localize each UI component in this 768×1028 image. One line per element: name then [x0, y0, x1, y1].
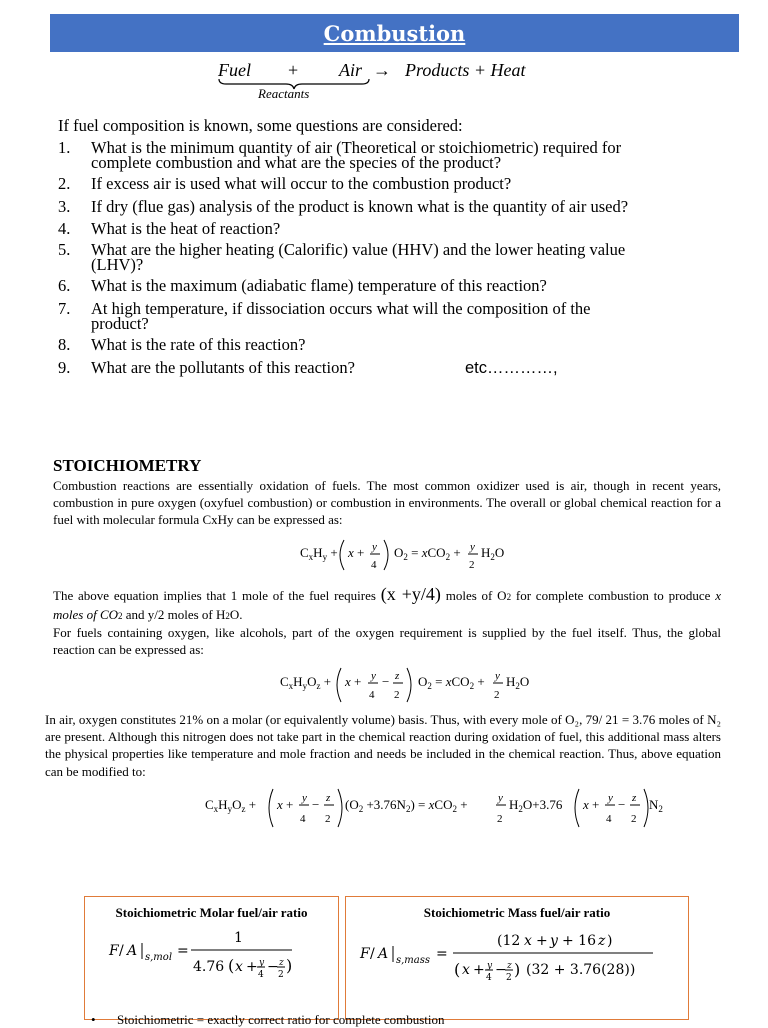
svg-text:−: − — [618, 797, 626, 812]
svg-text:2: 2 — [278, 970, 284, 980]
svg-text:+: + — [246, 959, 258, 975]
paragraph-2: The above equation implies that 1 mole of the fuel requires (x +y/4) moles of O2 for complete combustion to produce x moles of CO2 and y/2 moles of H2O. — [53, 584, 722, 622]
svg-text:y: y — [495, 670, 500, 682]
svg-text:(: ( — [454, 960, 461, 979]
svg-text:y: y — [608, 792, 613, 804]
svg-text:): ) — [514, 960, 521, 979]
paragraph-1: Combustion reactions are essentially oxidation of fuels. The most common oxidizer used is air, though in recent years, combustion in pure oxygen (oxyfuel combustion) or combustion in environments. The overall or global chemical reaction for a fuel with molecular formula CxHy can be expressed as: — [53, 478, 721, 528]
mass-ratio-box — [345, 896, 689, 1020]
svg-text:x: x — [462, 962, 470, 978]
svg-text:4.76: 4.76 — [193, 959, 225, 975]
svg-text:x: x — [583, 797, 589, 812]
svg-text:H2O: $H_2O$ — [506, 674, 530, 691]
svg-text:y: y — [550, 933, 558, 949]
svg-text:x: x — [345, 674, 351, 689]
svg-text:z: z — [279, 958, 284, 968]
svg-text:x: x — [348, 545, 354, 560]
svg-text:2: 2 — [469, 559, 475, 571]
eq-air: Air — [339, 60, 363, 80]
equation-with-nitrogen — [203, 787, 673, 829]
svg-text:z: z — [507, 961, 512, 971]
svg-text:y: y — [372, 541, 377, 553]
svg-text:4: 4 — [369, 689, 375, 701]
svg-text:F: F — [109, 943, 119, 959]
paragraph-3: For fuels containing oxygen, like alcohols, part of the oxygen requirement is supplied by the fuel itself. Thus, the global reaction can be expressed as: — [53, 625, 721, 658]
svg-text:y: y — [470, 541, 475, 553]
svg-text:/: / — [119, 943, 124, 959]
eq-arrow: → — [373, 60, 391, 80]
svg-text:y: y — [302, 792, 307, 804]
svg-text:y: y — [259, 958, 265, 968]
svg-text:x: x — [277, 797, 283, 812]
svg-text:=: = — [177, 943, 189, 959]
svg-text:+: + — [536, 933, 548, 949]
svg-text:+: + — [357, 545, 365, 560]
svg-text:s,mass: s,mass — [396, 955, 431, 966]
page-title: Combustion — [323, 20, 466, 46]
svg-text:4: 4 — [371, 559, 377, 571]
svg-text:CxHyOz +: $C_xH_yO_z$ + — [280, 674, 332, 691]
equation-cxhy — [296, 538, 526, 574]
svg-text:+: + — [592, 797, 600, 812]
svg-text:2: 2 — [631, 813, 637, 825]
svg-text:/: / — [370, 946, 375, 962]
svg-text:(32 + 3.76(28)): (32 + 3.76(28)) — [526, 962, 636, 978]
etc-text: etc…………, — [465, 359, 558, 377]
svg-text:H2O+3.76: $H_2O+3.76$ — [509, 797, 563, 814]
mass-ratio-formula — [358, 927, 683, 987]
svg-text:F: F — [360, 946, 370, 962]
svg-text:N2: $N_2$ — [649, 797, 663, 814]
svg-text:4: 4 — [486, 973, 492, 983]
svg-text:2: 2 — [394, 689, 400, 701]
svg-text:O2 = xCO2 +: $O_2 = xCO_2$ + — [418, 674, 485, 691]
svg-text:(O2 +3.76N2) = xCO2 +: $(O_2 +3.76N_2) = xCO_2$ + — [345, 797, 468, 814]
molar-ratio-box — [84, 896, 339, 1020]
svg-text:z: z — [326, 792, 331, 804]
reaction-overview-equation — [0, 60, 768, 104]
svg-text:z: z — [395, 670, 400, 682]
svg-text:2: 2 — [497, 813, 503, 825]
svg-text:x: x — [235, 959, 243, 975]
title-banner — [50, 14, 739, 52]
svg-text:z: z — [598, 933, 606, 949]
svg-text:+ 16: + 16 — [562, 933, 596, 949]
svg-text:2: 2 — [494, 689, 500, 701]
svg-text:CxHyOz +: $C_xH_yO_z$ + — [205, 797, 257, 814]
svg-text:H2O: $H_2O$ — [481, 545, 505, 562]
svg-text:(12: (12 — [497, 933, 521, 949]
svg-text:+: + — [354, 674, 362, 689]
svg-text:−: − — [312, 797, 320, 812]
svg-text:4: 4 — [606, 813, 612, 825]
svg-text:y: y — [371, 670, 376, 682]
svg-text:x: x — [524, 933, 532, 949]
svg-text:4: 4 — [300, 813, 306, 825]
svg-text:A: A — [127, 943, 138, 959]
molar-ratio-formula — [107, 925, 322, 985]
svg-text:+: + — [473, 962, 485, 978]
svg-text:2: 2 — [325, 813, 331, 825]
svg-text:1: 1 — [234, 930, 243, 946]
reactants-label: Reactants — [258, 86, 310, 101]
svg-text:CxHy +: $C_xH_y$ + — [300, 545, 338, 562]
svg-text:+: + — [286, 797, 294, 812]
svg-text:−: − — [267, 959, 279, 975]
svg-text:y: y — [487, 961, 493, 971]
svg-text:A: A — [378, 946, 389, 962]
svg-text:O2 = xCO2 +: $O_2 = xCO_2$ + — [394, 545, 461, 562]
eq-products: Products + Heat — [405, 60, 526, 80]
eq-plus: + — [288, 60, 299, 80]
mass-ratio-title: Stoichiometric Mass fuel/air ratio — [423, 905, 611, 920]
eq-fuel: Fuel — [218, 60, 251, 80]
bullet-note: • Stoichiometric = exactly correct ratio for complete combustion — [91, 1012, 445, 1027]
paragraph-4: In air, oxygen constitutes 21% on a molar (or equivalently volume) basis. Thus, with every mole of O₂, 79/ 21 = 3.76 moles of N₂ are present. Although this nitrogen does not take part in the chemical reaction during oxidation of fuel, this additional mass alters the physical properties like temperature and mole fraction and needs be included in the chemical reaction. Thus, above equation can be modified to: — [45, 712, 721, 779]
molar-ratio-title: Stoichiometric Molar fuel/air ratio — [115, 905, 308, 920]
svg-text:z: z — [632, 792, 637, 804]
intro-text: If fuel composition is known, some questions are considered: — [58, 116, 463, 135]
svg-text:): ) — [607, 933, 613, 949]
svg-text:=: = — [436, 946, 448, 962]
svg-text:−: − — [495, 962, 507, 978]
svg-text:): ) — [286, 956, 293, 975]
svg-text:2: 2 — [506, 973, 512, 983]
svg-text:y: y — [498, 792, 503, 804]
svg-text:4: 4 — [258, 970, 264, 980]
svg-text:s,mol: s,mol — [145, 952, 173, 963]
svg-text:(: ( — [228, 956, 235, 975]
section-heading: STOICHIOMETRY — [53, 456, 202, 475]
equation-cxhyoz — [278, 666, 548, 704]
svg-text:−: − — [382, 674, 390, 689]
